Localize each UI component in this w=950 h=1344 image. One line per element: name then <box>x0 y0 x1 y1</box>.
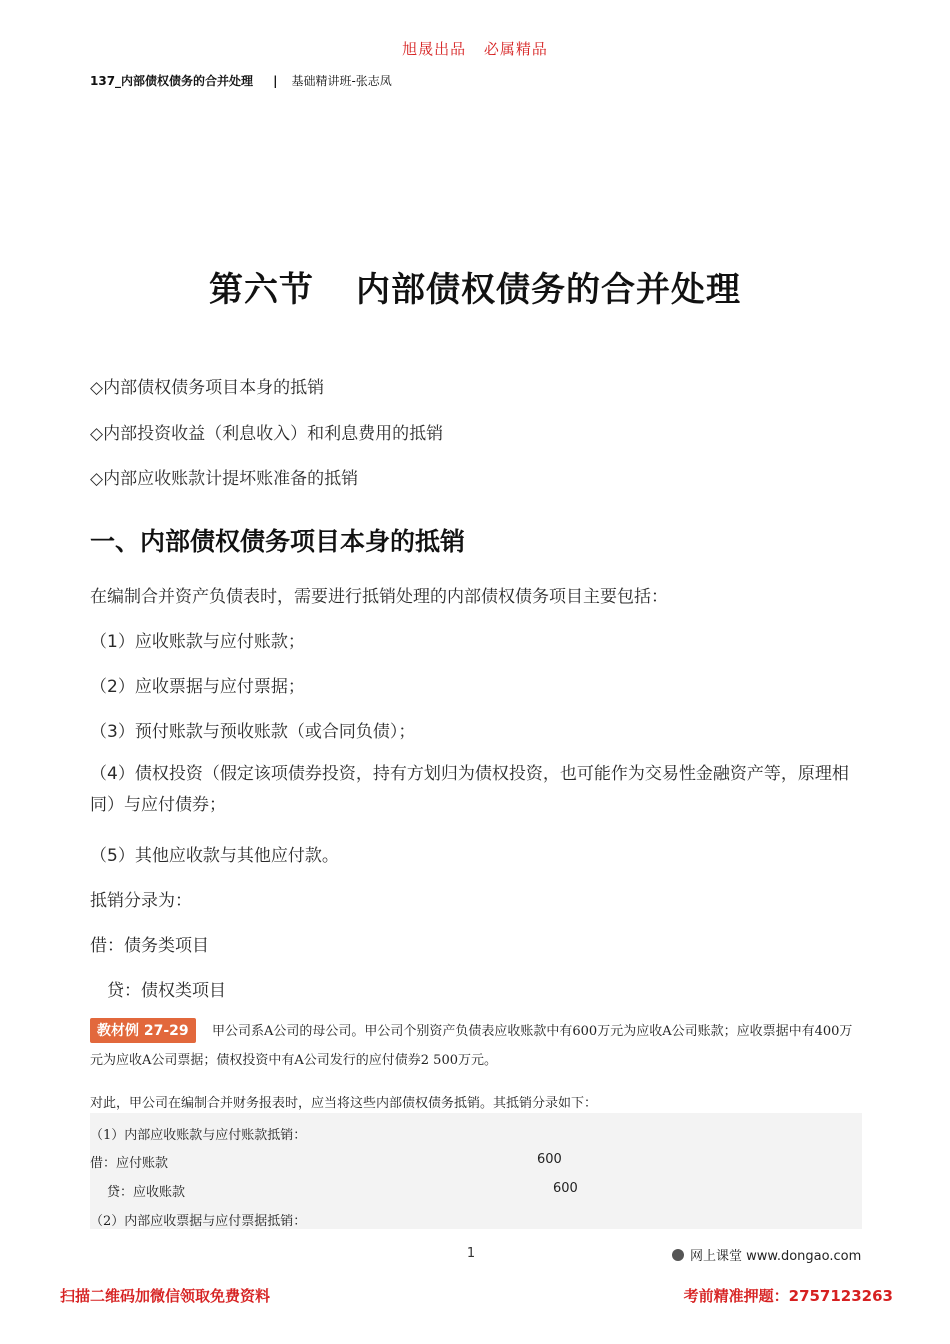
course-id: 137_内部债权债务的合并处理 <box>90 74 254 88</box>
outline-item: ◇内部应收账款计提坏账准备的抵销 <box>90 469 359 489</box>
top-banner <box>0 38 950 59</box>
list-item: （2）应收票据与应付票据； <box>90 677 305 697</box>
list-item: （5）其他应收款与其他应付款。 <box>90 846 339 866</box>
list-item: （3）预付账款与预收账款（或合同负债）； <box>90 722 416 742</box>
banner-right: 必属精品 <box>483 40 548 58</box>
debit-entry: 借：债务类项目 <box>90 936 209 956</box>
credit-entry: 贷：债权类项目 <box>107 981 226 1001</box>
page-header <box>90 72 392 89</box>
section-number: 第六节 <box>209 270 314 310</box>
footer-right-promo: 考前精准押题：2757123263 <box>683 1287 893 1305</box>
section-topic: 内部债权债务的合并处理 <box>356 270 741 310</box>
debit-line: 借：应付账款 <box>90 1156 169 1171</box>
heading-1: 一、内部债权债务项目本身的抵销 <box>90 527 466 556</box>
brand <box>672 1245 861 1264</box>
brand-text: 网上课堂 www.dongao.com <box>690 1249 862 1264</box>
step-2: （2）内部应收票据与应付票据抵销： <box>90 1214 307 1229</box>
step-1: （1）内部应收账款与应付账款抵销： <box>90 1128 307 1143</box>
brand-logo-icon <box>672 1249 684 1261</box>
page-number: 1 <box>466 1246 476 1261</box>
outline-item: ◇内部债权债务项目本身的抵销 <box>90 378 325 398</box>
credit-line: 贷：应收账款 <box>107 1185 186 1200</box>
example-note: 对此，甲公司在编制合并财务报表时，应当将这些内部债权债务抵销。其抵销分录如下： <box>90 1096 598 1111</box>
entry-label: 抵销分录为： <box>90 891 192 911</box>
example-text: 甲公司系A公司的母公司。甲公司个别资产负债表应收账款中有600万元为应收A公司账款；应收票据中有400万元为应收A公司票据；债权投资中有A公司发行的应付债券2 500万元。 <box>90 1024 853 1068</box>
class-name: 基础精讲班-张志凤 <box>291 74 392 88</box>
intro-text: 在编制合并资产负债表时，需要进行抵销处理的内部债权债务项目主要包括： <box>90 587 668 607</box>
list-item: （1）应收账款与应付账款； <box>90 632 305 652</box>
banner-left: 旭晟出品 <box>402 40 467 58</box>
example-badge: 教材例 27-29 <box>90 1018 196 1043</box>
outline-item: ◇内部投资收益（利息收入）和利息费用的抵销 <box>90 424 444 444</box>
credit-amount: 600 <box>553 1181 578 1196</box>
page-title <box>0 262 950 311</box>
list-item: （4）债权投资（假定该项债券投资，持有方划归为债权投资，也可能作为交易性金融资产等，原理相同）与应付债券； <box>90 764 849 815</box>
header-separator: | <box>273 74 278 88</box>
debit-amount: 600 <box>537 1152 562 1167</box>
footer-left-promo: 扫描二维码加微信领取免费资料 <box>60 1287 271 1305</box>
